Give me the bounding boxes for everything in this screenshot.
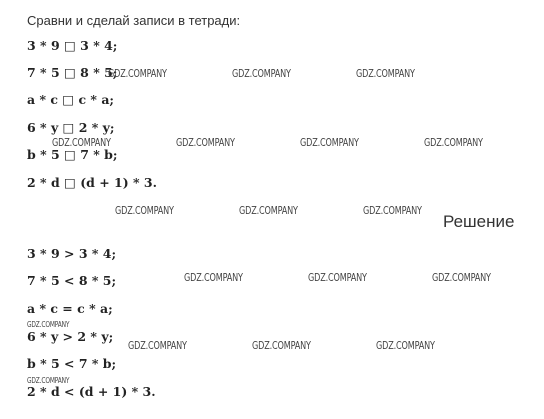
watermark: GDZ.COMPANY [27, 320, 70, 329]
solution-line: b * 5 < 7 * b; [27, 356, 117, 371]
watermark: GDZ.COMPANY [232, 67, 291, 80]
watermark: GDZ.COMPANY [184, 271, 243, 284]
watermark: GDZ.COMPANY [432, 271, 491, 284]
solution-line: a * c = c * a; [27, 301, 113, 316]
task-line: 3 * 9 □ 3 * 4; [27, 38, 118, 53]
watermark: GDZ.COMPANY [424, 136, 483, 149]
solution-line: 2 * d < (d + 1) * 3. [27, 384, 156, 399]
solution-heading: Решение [443, 212, 515, 231]
watermark: GDZ.COMPANY [376, 339, 435, 352]
watermark: GDZ.COMPANY [108, 67, 167, 80]
watermark: GDZ.COMPANY [252, 339, 311, 352]
task-line: 6 * y □ 2 * y; [27, 120, 115, 135]
watermark: GDZ.COMPANY [115, 204, 174, 217]
solution-line: 7 * 5 < 8 * 5; [27, 273, 117, 288]
task-line: 2 * d □ (d + 1) * 3. [27, 175, 157, 190]
solution-line: 6 * y > 2 * y; [27, 329, 114, 344]
watermark: GDZ.COMPANY [27, 376, 70, 385]
watermark: GDZ.COMPANY [239, 204, 298, 217]
watermark: GDZ.COMPANY [128, 339, 187, 352]
watermark: GDZ.COMPANY [363, 204, 422, 217]
instruction-text: Сравни и сделай записи в тетради: [27, 13, 241, 28]
watermark: GDZ.COMPANY [52, 136, 111, 149]
task-line: a * c □ c * a; [27, 92, 115, 107]
task-line: b * 5 □ 7 * b; [27, 147, 118, 162]
solution-line: 3 * 9 > 3 * 4; [27, 246, 117, 261]
watermark: GDZ.COMPANY [356, 67, 415, 80]
watermark: GDZ.COMPANY [176, 136, 235, 149]
task-line: 7 * 5 □ 8 * 5; [27, 65, 118, 80]
watermark: GDZ.COMPANY [308, 271, 367, 284]
watermark: GDZ.COMPANY [300, 136, 359, 149]
